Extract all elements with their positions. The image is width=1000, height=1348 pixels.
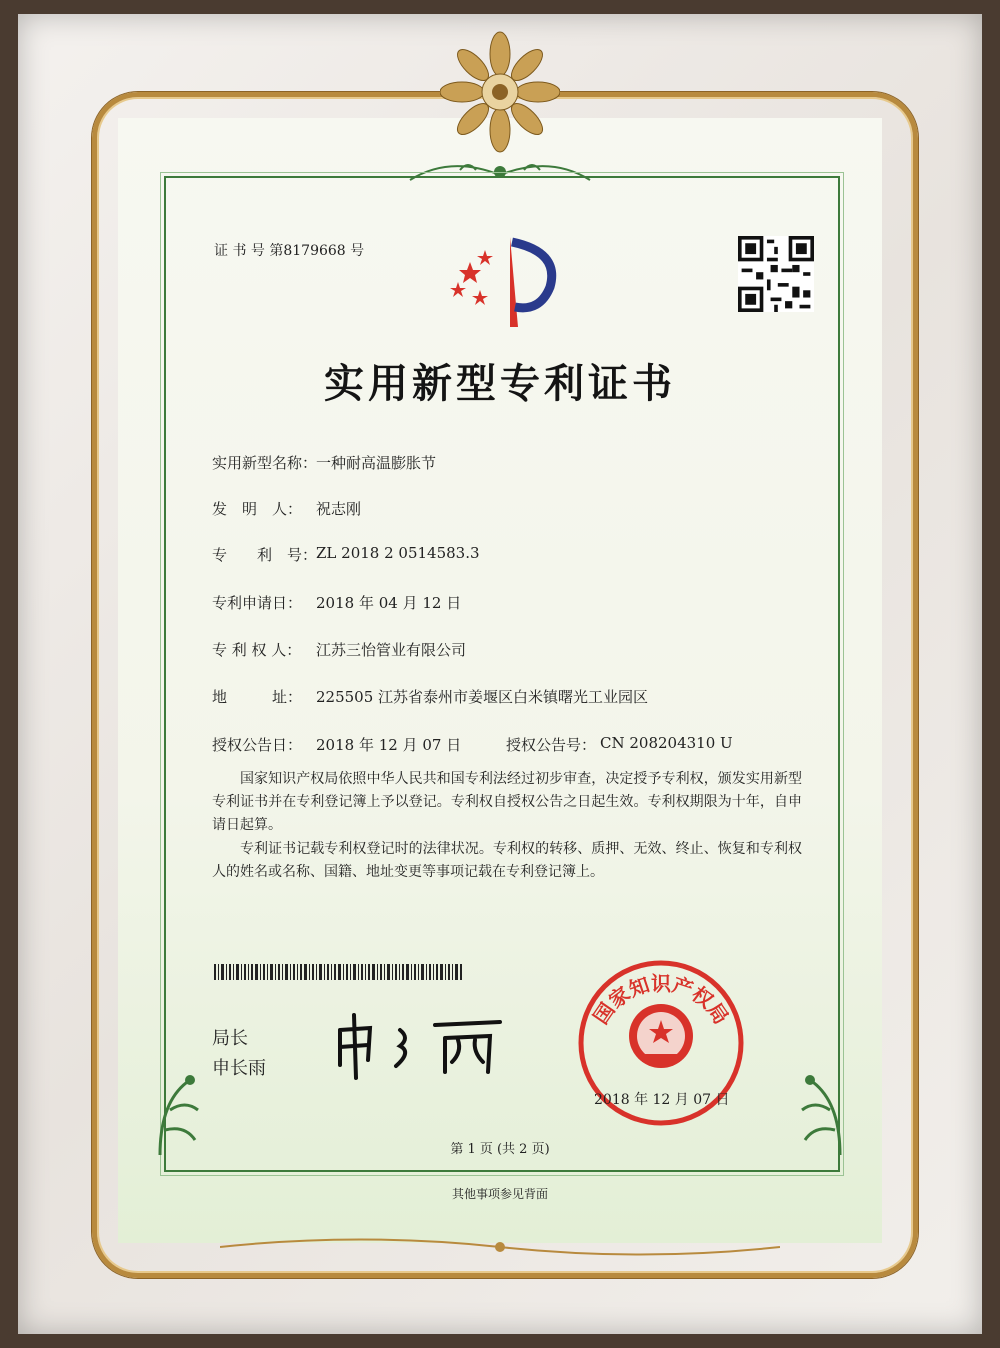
address-value: 225505 江苏省泰州市姜堰区白米镇曙光工业园区 [316,688,649,706]
filing-date-value: 2018 年 04 月 12 日 [316,594,462,612]
patentee-label: 专 利 权 人： [212,641,302,659]
footer-note: 其他事项参见背面 [451,1187,548,1201]
seal-date: 2018 年 12 月 07 日 [594,1092,730,1108]
inventor-label: 发 明 人： [212,500,303,518]
patent-number-label: 专 利 号： [212,546,318,564]
patent-office-logo-icon [440,232,570,332]
seal-text: 国家知识产权局 [588,971,734,1029]
grant-number-label: 授权公告号： [506,736,597,754]
bottom-gold-ornament-icon [220,1232,780,1262]
patent-number-value: ZL 2018 2 0514583.3 [316,544,480,562]
grant-date-value: 2018 年 12 月 07 日 [316,736,462,754]
qr-code-icon [738,236,814,312]
address-label: 地 址： [212,688,303,706]
barcode-icon [214,964,464,980]
certificate-number: 证 书 号 第8179668 号 [214,243,365,259]
utility-model-name-value: 一种耐高温膨胀节 [316,454,437,472]
director-name: 申长雨 [212,1058,266,1079]
statement-paragraph-1: 国家知识产权局依照中华人民共和国专利法经过初步审查，决定授予专利权，颁发实用新型专利证书并在专利登记簿上予以登记。专利权自授权公告之日起生效。专利权期限为十年，自申请日起算。 [212,771,802,833]
grant-number-value: CN 208204310 U [600,734,733,752]
filing-date-label: 专利申请日： [212,594,303,612]
statement-paragraph-2: 专利证书记载专利权登记时的法律状况。专利权的转移、质押、无效、终止、恢复和专利权人的姓名或名称、国籍、地址变更等事项记载在专利登记簿上。 [212,841,802,880]
utility-model-name-label: 实用新型名称： [212,454,318,472]
page-info: 第 1 页 (共 2 页) [450,1142,550,1157]
inventor-value: 祝志刚 [316,500,362,518]
director-title: 局长 [212,1028,248,1049]
grant-date-label: 授权公告日： [212,736,303,754]
handwritten-signature-icon [330,1010,510,1080]
patentee-value: 江苏三怡管业有限公司 [316,641,467,659]
certificate-title: 实用新型专利证书 [324,360,676,407]
